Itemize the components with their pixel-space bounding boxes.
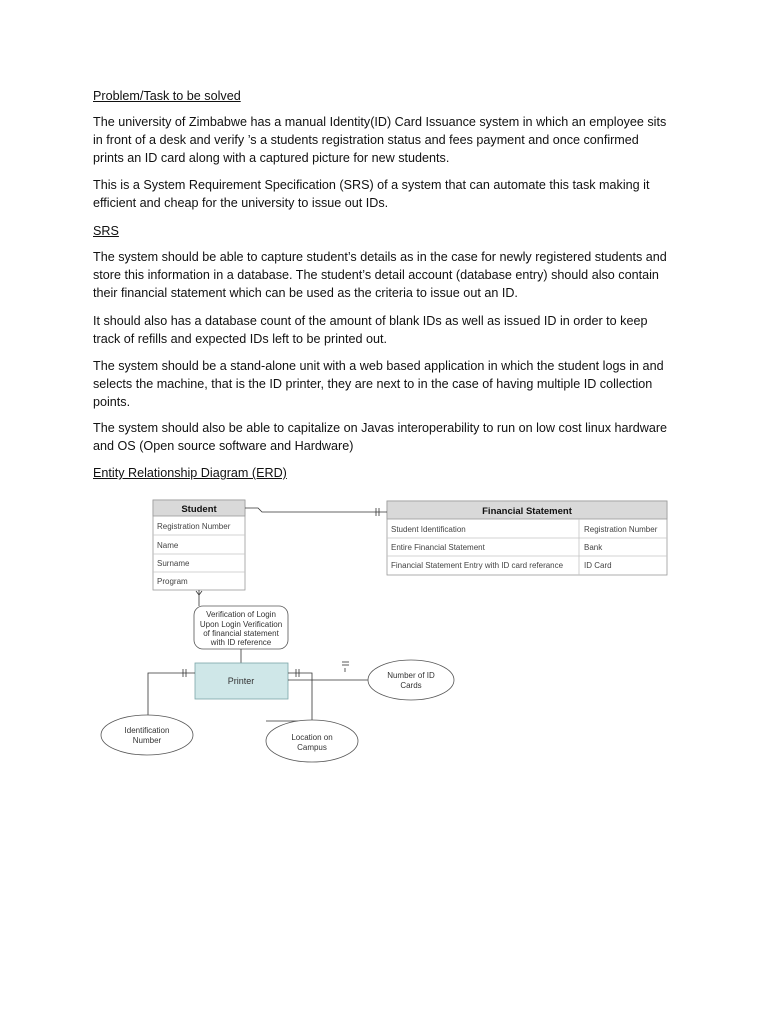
student-verification-connector	[196, 590, 202, 606]
printer-title: Printer	[227, 676, 255, 686]
attribute-identification-number	[101, 715, 193, 755]
verification-line: with ID reference	[210, 638, 272, 647]
student-entity	[153, 500, 245, 590]
attribute-line: Identification	[124, 726, 170, 735]
financial-title: Financial Statement	[482, 506, 572, 517]
student-field: Name	[157, 541, 179, 550]
financial-cell: Entire Financial Statement	[391, 543, 485, 552]
attribute-line: Location on	[291, 733, 333, 742]
attribute-line: Campus	[297, 743, 327, 752]
printer-number-cards-connector	[288, 662, 369, 680]
paragraph-database-count: It should also has a database count of the amount of blank IDs as well as issued ID in order to keep track of refills and expected IDs left to be printed out.	[93, 314, 648, 346]
verification-line: of financial statement	[203, 629, 279, 638]
attribute-line: Number	[132, 736, 162, 745]
student-field: Program	[157, 577, 188, 586]
financial-statement-entity	[387, 501, 667, 575]
verification-node	[194, 606, 288, 649]
paragraph-standalone: The system should be a stand-alone unit with a web based application in which the student logs in and selects the machine, that is the ID printer, they are next to in the case of having multiple ID collection points.	[93, 359, 664, 409]
attribute-number-of-id-cards	[368, 660, 454, 700]
financial-cell: Bank	[584, 543, 603, 552]
attribute-location-on-campus	[266, 720, 358, 762]
financial-cell: Financial Statement Entry with ID card referance	[391, 561, 564, 570]
paragraph-srs-purpose: This is a System Requirement Specification (SRS) of a system that can automate this task making it efficient and cheap for the university to issue out IDs.	[93, 178, 650, 210]
student-field: Registration Number	[157, 522, 231, 531]
problem-heading: Problem/Task to be solved	[93, 89, 241, 103]
verification-line: Upon Login Verification	[199, 620, 283, 629]
srs-heading: SRS	[93, 224, 119, 238]
student-field: Surname	[157, 559, 190, 568]
student-title: Student	[181, 504, 217, 515]
paragraph-interoperability: The system should also be able to capitalize on Javas interoperability to run on low cost linux hardware and OS (Open source software and Hardware)	[93, 421, 668, 453]
verification-line: Verification of Login	[206, 610, 276, 619]
attribute-line: Number of ID	[387, 671, 435, 680]
printer-identification-connector	[148, 669, 195, 716]
paragraph-capture-details: The system should be able to capture student’s details as in the case for newly registered students and store this information in a database. The student’s detail account (database entry) should also contain their financial statement which can be used as the criteria to issue out an ID.	[93, 250, 667, 300]
erd-heading: Entity Relationship Diagram (ERD)	[93, 466, 287, 480]
paragraph-intro: The university of Zimbabwe has a manual Identity(ID) Card Issuance system in which an employee sits in front of a desk and verify ’s a students registration status and fees payment and once confirmed prints an ID card along with a captured picture for new students.	[93, 115, 667, 165]
financial-cell: ID Card	[584, 561, 612, 570]
student-financial-relationship	[245, 508, 387, 516]
financial-cell: Student Identification	[391, 525, 466, 534]
printer-entity	[195, 663, 288, 699]
financial-cell: Registration Number	[584, 525, 658, 534]
attribute-line: Cards	[400, 681, 422, 690]
